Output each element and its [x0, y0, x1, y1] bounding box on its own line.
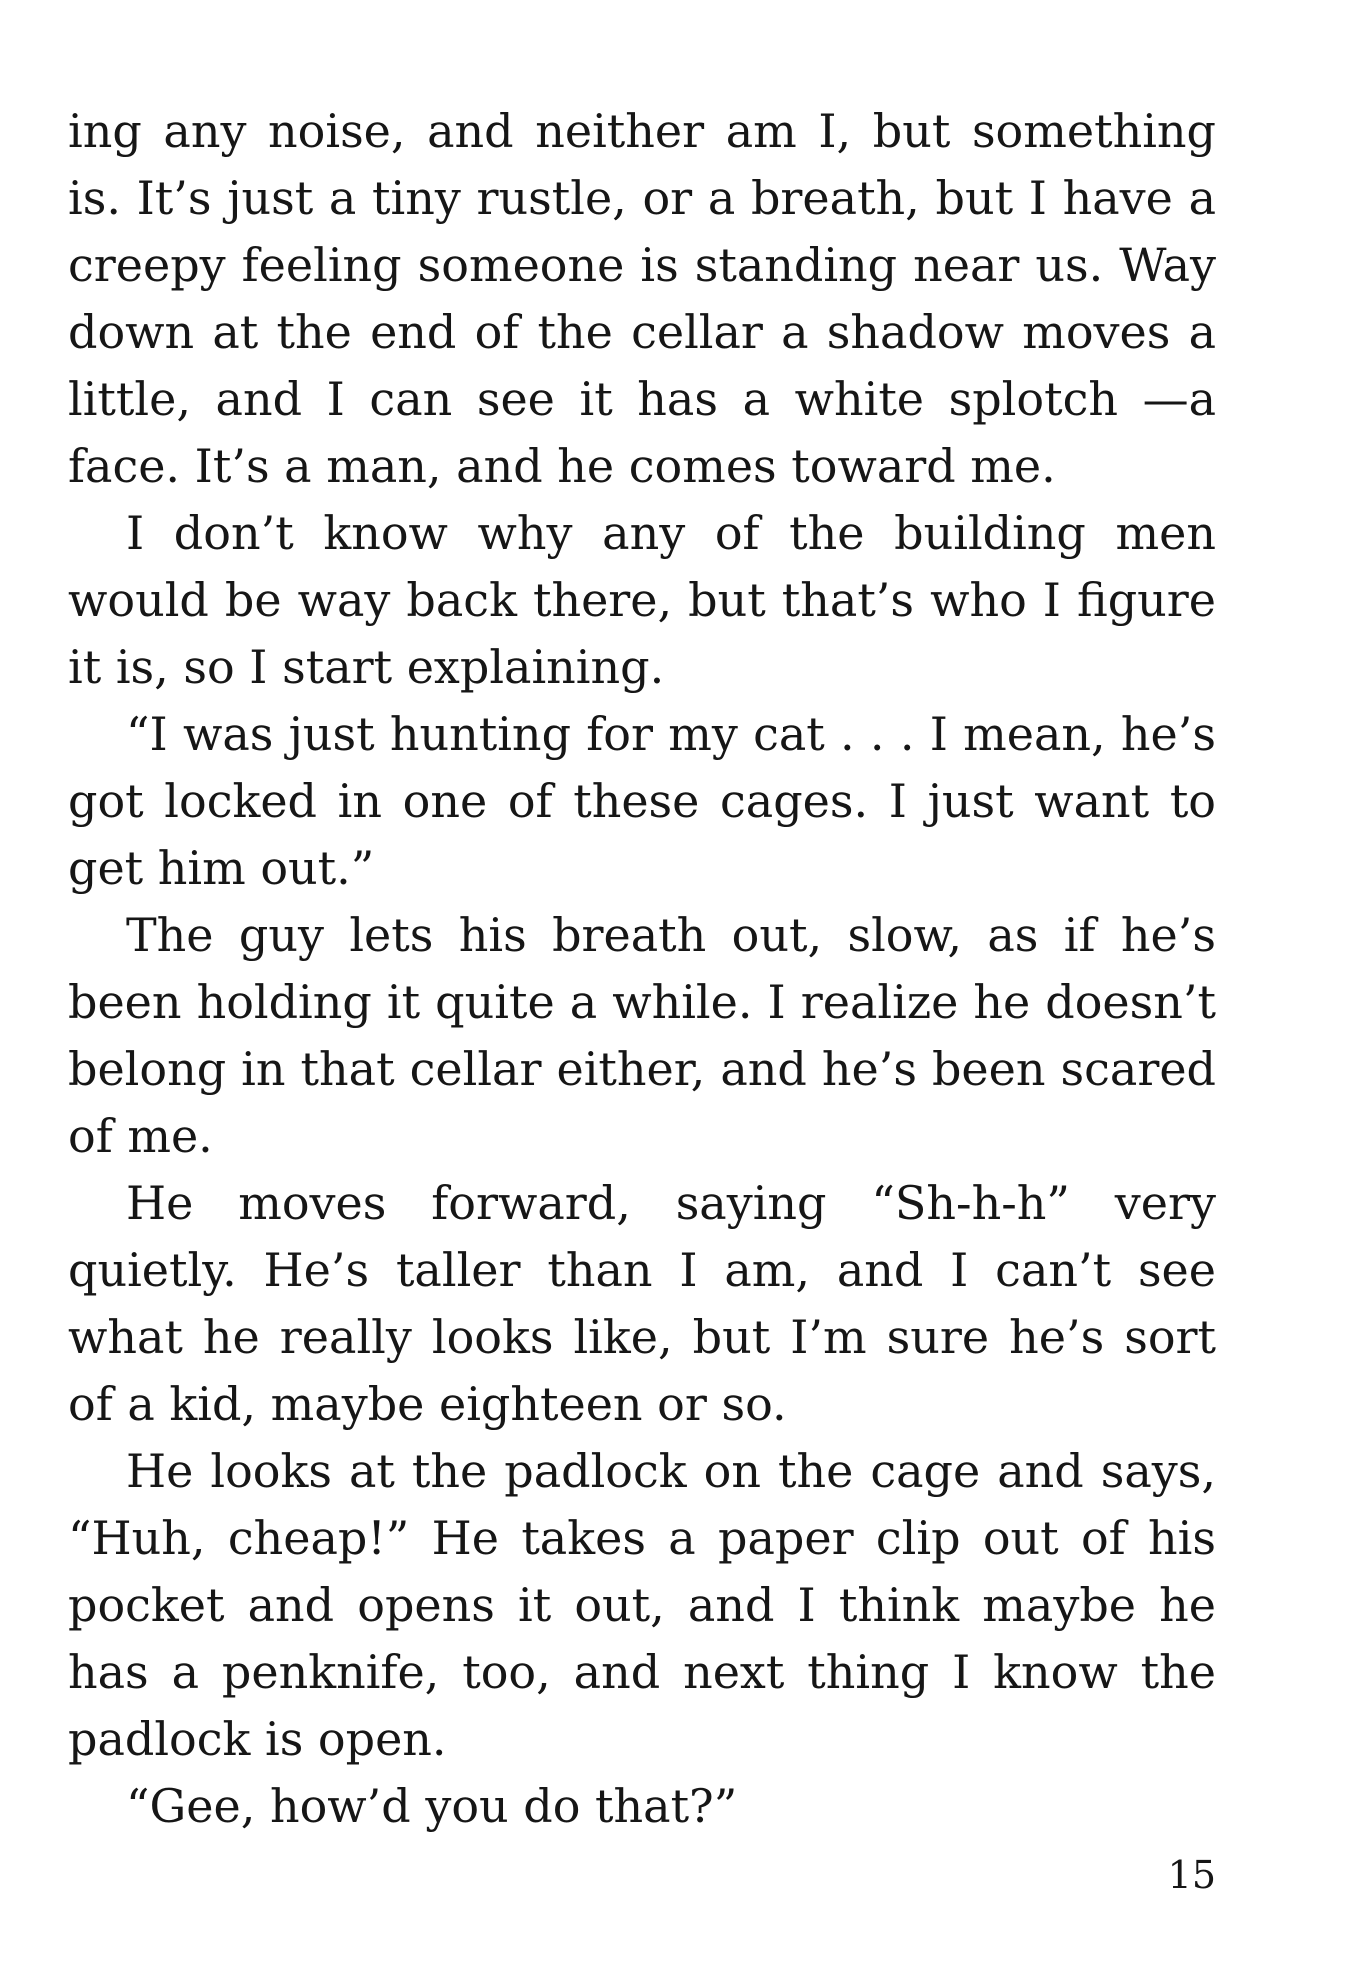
paragraph: I don’t know why any of the building men would be way back there, but that’s who I figure it is, so I start explaining. — [68, 506, 1216, 694]
paragraph-continued: ing any noise, and neither am I, but something is. It’s just a tiny rustle, or a breath, but I have a creepy feeling someone is standing near us. Way down at the end of the cellar a shadow moves a little, and I can see it has a white splotch —a face. It’s a man, and he comes toward me. — [68, 104, 1216, 493]
paragraph: He looks at the padlock on the cage and says, “Huh, cheap!” He takes a paper clip out of his pocket and opens it out, and I think maybe he has a penknife, too, and next thing I know the padlock is open. — [68, 1444, 1216, 1766]
paragraph: The guy lets his breath out, slow, as if he’s been holding it quite a while. I realize he doesn’t belong in that cellar either, and he’s been scared of me. — [68, 908, 1216, 1163]
page-body — [68, 98, 1216, 1840]
page-number: 15 — [1167, 1853, 1216, 1897]
paragraph: “I was just hunting for my cat . . . I mean, he’s got locked in one of these cages. I just want to get him out.” — [68, 707, 1216, 895]
paragraph: “Gee, how’d you do that?” — [126, 1779, 738, 1833]
paragraph: He moves forward, saying “Sh-h-h” very quietly. He’s taller than I am, and I can’t see what he really looks like, but I’m sure he’s sort of a kid, maybe eighteen or so. — [68, 1176, 1216, 1431]
